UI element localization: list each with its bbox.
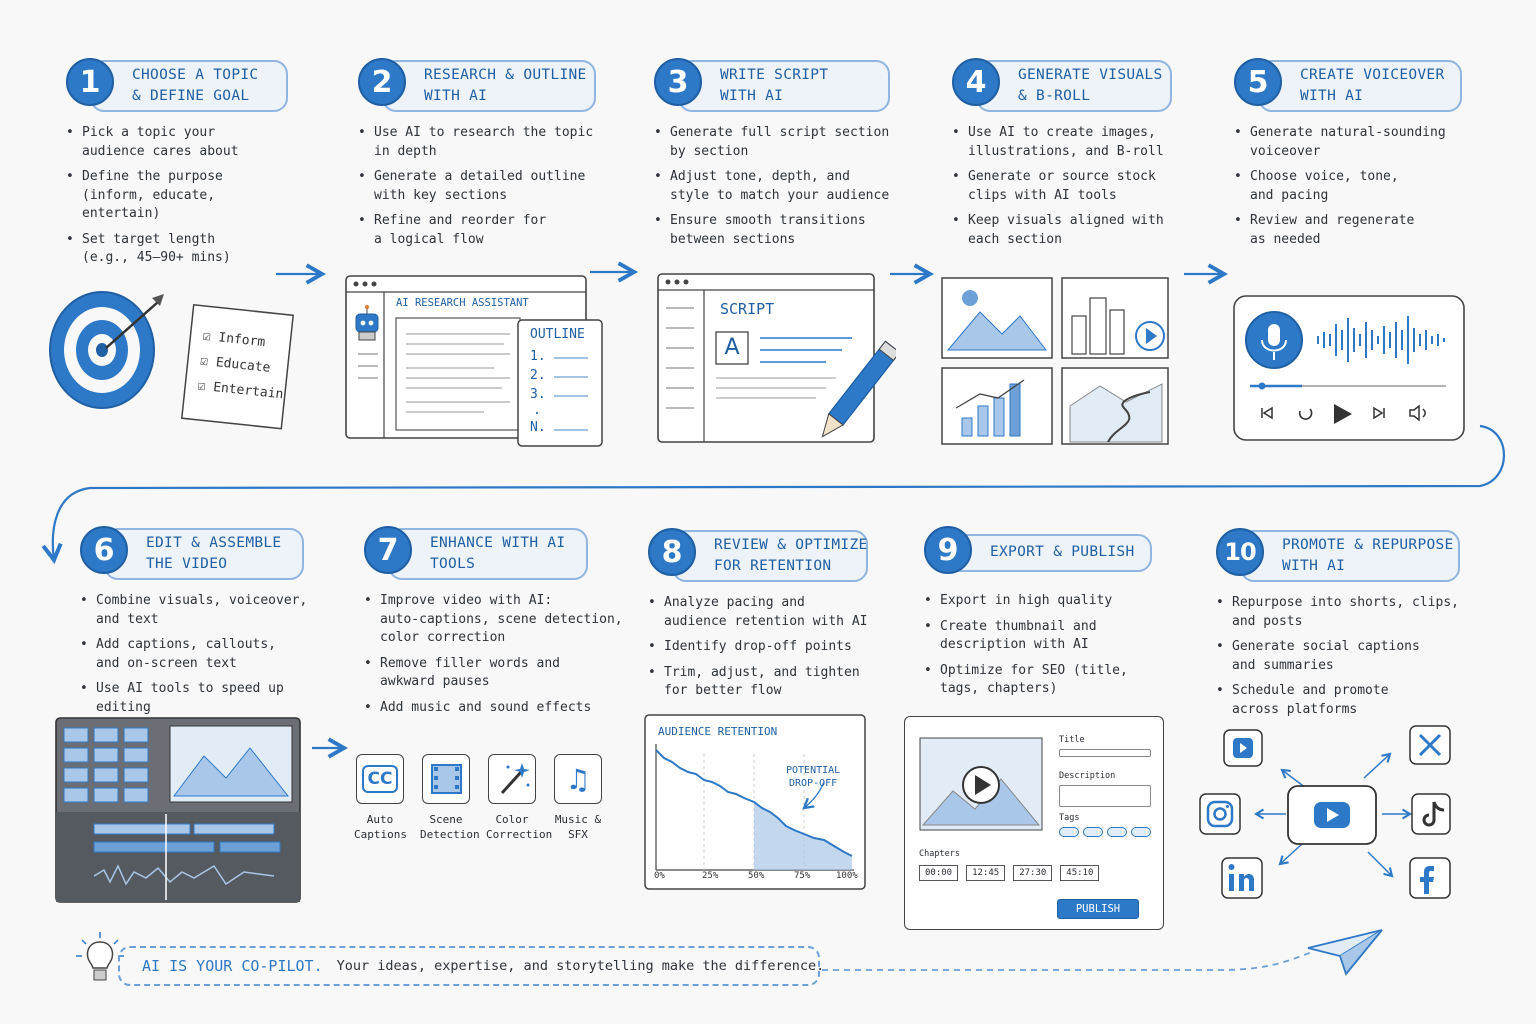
outline-item: N. <box>530 420 546 435</box>
tag-chip[interactable] <box>1059 827 1079 837</box>
step-bullets <box>1216 594 1516 719</box>
step-title <box>382 60 596 112</box>
bullet: • Improve video with AI: auto-captions, scene detection, color correction <box>364 592 624 648</box>
city-video-tile <box>1062 278 1168 358</box>
bullet: • Export in high quality <box>924 592 1184 611</box>
bullet: • Add music and sound effects <box>364 699 624 718</box>
description-input[interactable] <box>1059 785 1151 807</box>
step-title-line: RESEARCH & OUTLINE <box>424 67 587 83</box>
bullet: • Set target length (e.g., 45–90+ mins) <box>66 231 306 268</box>
outline-item: 1. <box>530 349 546 364</box>
tick-label: 25% <box>702 871 719 881</box>
step-title <box>976 60 1172 112</box>
step-title-line: THE VIDEO <box>146 556 228 572</box>
bullet: • Trim, adjust, and tighten for better flow <box>648 664 898 701</box>
step-title-line: WRITE SCRIPT <box>720 67 829 83</box>
step-title-line: CREATE VOICEOVER <box>1300 67 1445 83</box>
step-bullets <box>80 592 340 717</box>
captions-icon: CC <box>356 754 404 804</box>
step-title <box>1258 60 1462 112</box>
linkedin-icon[interactable] <box>1222 858 1262 898</box>
step-number: 6 <box>80 526 128 574</box>
bullet: • Schedule and promote across platforms <box>1216 682 1516 719</box>
road-landscape-tile <box>1062 368 1168 444</box>
bullet: • Use AI to research the topic in depth <box>358 124 618 161</box>
bullet: • Add captions, callouts, and on-screen text <box>80 636 340 673</box>
script-title: SCRIPT <box>720 300 775 318</box>
voiceover-player <box>1232 294 1472 444</box>
outline-item: 2. <box>530 368 546 383</box>
tag-chip[interactable] <box>1083 827 1103 837</box>
chapters-label: Chapters <box>919 849 960 859</box>
step-bullets <box>1234 124 1494 249</box>
step-bullets <box>66 124 306 268</box>
step-title-line: FOR RETENTION <box>714 558 832 574</box>
youtube-icon[interactable] <box>1288 786 1376 844</box>
field-description-label: Description <box>1059 771 1116 781</box>
step-4 <box>952 58 1192 256</box>
tool-scene-detection[interactable]: Scene Detection <box>420 754 472 842</box>
bullet: • Repurpose into shorts, clips, and posts <box>1216 594 1516 631</box>
step-title-line: & DEFINE GOAL <box>132 88 250 104</box>
outline-item: . <box>533 403 541 418</box>
step-title-line: TOOLS <box>430 556 476 572</box>
footer-trail <box>822 952 1312 970</box>
step-title <box>90 60 288 112</box>
chapter-chip[interactable]: 45:10 <box>1060 865 1099 881</box>
check-item: ☑ Entertain <box>196 378 285 403</box>
step-title-line: CHOOSE A TOPIC <box>132 67 259 83</box>
bullet: • Optimize for SEO (title, tags, chapters) <box>924 662 1184 699</box>
bullet: • Review and regenerate as needed <box>1234 212 1494 249</box>
step-3 <box>654 58 914 256</box>
step-number: 4 <box>952 58 1000 106</box>
ai-tools-row <box>354 754 614 854</box>
paper-plane-icon <box>1306 926 1386 978</box>
step-title-line: WITH AI <box>1300 88 1364 104</box>
step-9 <box>924 526 1184 706</box>
step-2 <box>358 58 618 256</box>
bullet: • Analyze pacing and audience retention with AI <box>648 594 898 631</box>
step-number: 8 <box>648 528 696 576</box>
step-bullets <box>952 124 1192 249</box>
step-bullets <box>648 594 898 701</box>
bullet: • Remove filler words and awkward pauses <box>364 655 624 692</box>
bullet: • Generate natural-sounding voiceover <box>1234 124 1494 161</box>
retention-chart <box>644 714 868 892</box>
bullet: • Create thumbnail and description with AI <box>924 618 1184 655</box>
step-7 <box>364 526 624 724</box>
step-bullets <box>924 592 1184 699</box>
field-tags-label: Tags <box>1059 813 1080 823</box>
bullet: • Ensure smooth transitions between sections <box>654 212 914 249</box>
goal-note-list <box>196 324 289 408</box>
tag-chips <box>1059 827 1151 837</box>
visuals-grid-illustration <box>940 276 1172 448</box>
step-number: 10 <box>1216 528 1264 576</box>
outline-title: OUTLINE <box>530 327 585 342</box>
mountain-image-tile <box>942 278 1052 358</box>
step-title <box>672 530 868 582</box>
instagram-icon[interactable] <box>1200 794 1240 834</box>
step-title-line: EXPORT & PUBLISH <box>990 544 1135 560</box>
step-title <box>388 528 588 580</box>
footer-lead: AI IS YOUR CO-PILOT. <box>142 957 323 975</box>
script-illustration <box>656 272 896 448</box>
bullet: • Generate or source stock clips with AI tools <box>952 168 1192 205</box>
step-title-line: WITH AI <box>1282 558 1346 574</box>
tag-chip[interactable] <box>1131 827 1151 837</box>
bullet: • Keep visuals aligned with each section <box>952 212 1192 249</box>
step-title-line: PROMOTE & REPURPOSE <box>1282 537 1454 553</box>
chapter-list <box>919 865 1099 881</box>
step-number: 3 <box>654 58 702 106</box>
step-number: 2 <box>358 58 406 106</box>
bullet: • Combine visuals, voiceover, and text <box>80 592 340 629</box>
video-thumbnail <box>919 737 1043 831</box>
step-number: 9 <box>924 526 972 574</box>
step-title-line: WITH AI <box>720 88 784 104</box>
title-input[interactable] <box>1059 749 1151 757</box>
music-note-icon: ♫ <box>554 754 602 804</box>
step-title-line: WITH AI <box>424 88 488 104</box>
step-number: 1 <box>66 58 114 106</box>
bullet: • Use AI to create images, illustrations, and B-roll <box>952 124 1192 161</box>
video-editor-illustration <box>54 716 304 906</box>
bullet: • Generate social captions and summaries <box>1216 638 1516 675</box>
check-item: ☑ Educate <box>199 353 272 376</box>
field-title-label: Title <box>1059 735 1085 745</box>
chart-title: AUDIENCE RETENTION <box>658 725 778 738</box>
research-window-title: AI RESEARCH ASSISTANT <box>396 297 529 309</box>
magic-wand-icon <box>488 754 536 804</box>
outline-item: 3. <box>530 387 546 402</box>
script-letter: A <box>724 335 740 360</box>
step-bullets <box>358 124 618 249</box>
step-bullets <box>364 592 624 717</box>
check-item: ☑ Inform <box>202 328 266 351</box>
bullet: • Use AI tools to speed up editing <box>80 680 340 717</box>
chapter-chip[interactable]: 00:00 <box>919 865 958 881</box>
bullet: • Choose voice, tone, and pacing <box>1234 168 1494 205</box>
bullet: • Refine and reorder for a logical flow <box>358 212 618 249</box>
tick-label: 75% <box>794 871 811 881</box>
footer-banner <box>118 946 825 986</box>
step-title-line: ENHANCE WITH AI <box>430 535 566 551</box>
bullet: • Pick a topic your audience cares about <box>66 124 306 161</box>
bullet: • Generate full script section by section <box>654 124 914 161</box>
step-8 <box>648 528 898 708</box>
bar-chart-tile <box>942 368 1052 444</box>
tick-label: 100% <box>836 871 858 881</box>
step-title-line: GENERATE VISUALS <box>1018 67 1163 83</box>
step-title <box>948 534 1152 572</box>
bullet: • Generate a detailed outline with key sections <box>358 168 618 205</box>
step-title-line: REVIEW & OPTIMIZE <box>714 537 868 553</box>
step-5 <box>1234 58 1494 256</box>
step-number: 5 <box>1234 58 1282 106</box>
publish-panel <box>904 716 1164 930</box>
step-number: 7 <box>364 526 412 574</box>
step-bullets <box>654 124 914 249</box>
outline-items <box>530 347 546 437</box>
footer-text: Your ideas, expertise, and storytelling make the difference. <box>336 958 825 974</box>
tiktok-icon[interactable] <box>1412 794 1450 834</box>
social-hub <box>1196 724 1456 910</box>
step-title <box>104 528 304 580</box>
step-title-line: & B-ROLL <box>1018 88 1091 104</box>
tick-label: 0% <box>654 871 665 881</box>
step-title <box>1240 530 1460 582</box>
youtube-shorts-icon[interactable] <box>1224 730 1262 766</box>
tool-music-sfx[interactable]: ♫ Music & SFX <box>552 754 604 842</box>
film-icon <box>422 754 470 804</box>
tick-label: 50% <box>748 871 765 881</box>
facebook-icon[interactable] <box>1410 858 1450 898</box>
step-1 <box>66 58 306 275</box>
step-title <box>678 60 890 112</box>
chart-annotation: POTENTIAL DROP-OFF <box>786 765 841 789</box>
chapter-chip[interactable]: 12:45 <box>966 865 1005 881</box>
step-title-line: EDIT & ASSEMBLE <box>146 535 282 551</box>
tag-chip[interactable] <box>1107 827 1127 837</box>
publish-button[interactable]: PUBLISH <box>1057 899 1139 919</box>
step-6 <box>80 526 340 724</box>
x-icon[interactable] <box>1410 726 1450 764</box>
bullet: • Define the purpose (inform, educate, entertain) <box>66 168 306 224</box>
chapter-chip[interactable]: 27:30 <box>1013 865 1052 881</box>
tool-color-correction[interactable]: Color Correction <box>486 754 538 842</box>
tool-auto-captions[interactable]: CC Auto Captions <box>354 754 406 842</box>
step-10 <box>1216 528 1516 726</box>
bullet: • Adjust tone, depth, and style to match your audience <box>654 168 914 205</box>
bullet: • Identify drop-off points <box>648 638 898 657</box>
